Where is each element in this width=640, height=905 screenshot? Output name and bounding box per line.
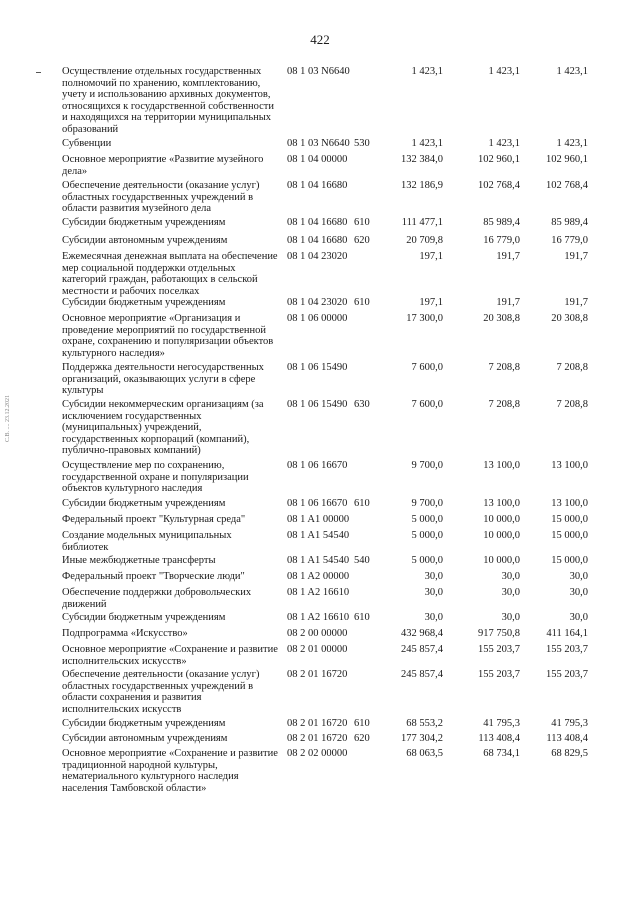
row-code: 08 1 06 16670 (287, 498, 348, 509)
row-value-2: 7 208,8 (488, 399, 520, 410)
row-code: 08 1 04 23020 (287, 251, 348, 262)
margin-note: С.В. .... 23.12.2021 (5, 395, 11, 443)
row-code: 08 1 A2 00000 (287, 571, 350, 582)
row-value-2: 917 750,8 (478, 628, 520, 639)
row-value-1: 197,1 (419, 251, 443, 262)
row-value-2: 1 423,1 (488, 138, 520, 149)
row-name: Субсидии бюджетным учреждениям (62, 498, 226, 509)
row-code: 08 1 A1 00000 (287, 514, 350, 525)
row-value-3: 113 408,4 (546, 733, 588, 744)
row-value-3: 155 203,7 (546, 644, 588, 655)
row-expense-type: 530 (354, 138, 370, 149)
row-value-1: 30,0 (424, 587, 443, 598)
row-expense-type: 610 (354, 718, 370, 729)
row-value-1: 5 000,0 (411, 530, 443, 541)
row-name: Федеральный проект "Творческие люди" (62, 571, 245, 582)
row-name: Иные межбюджетные трансферты (62, 555, 216, 566)
row-value-1: 132 384,0 (401, 154, 443, 165)
row-value-3: 102 768,4 (546, 180, 588, 191)
row-value-1: 9 700,0 (411, 460, 443, 471)
row-code: 08 1 03 N6640 (287, 66, 350, 77)
row-expense-type: 630 (354, 399, 370, 410)
row-value-2: 41 795,3 (483, 718, 520, 729)
row-value-2: 10 000,0 (483, 530, 520, 541)
row-value-1: 30,0 (424, 571, 443, 582)
row-value-2: 68 734,1 (483, 748, 520, 759)
row-value-2: 13 100,0 (483, 498, 520, 509)
row-value-3: 13 100,0 (551, 460, 588, 471)
row-value-3: 20 308,8 (551, 313, 588, 324)
row-value-2: 10 000,0 (483, 555, 520, 566)
row-value-2: 102 768,4 (478, 180, 520, 191)
row-code: 08 1 04 16680 (287, 217, 348, 228)
row-code: 08 1 04 16680 (287, 235, 348, 246)
row-name: Обеспечение деятельности (оказание услуг) областных государственных учреждений в области развития музейного дела (62, 180, 260, 215)
row-name: Поддержка деятельности негосударственных организаций, оказывающих услуги в сфере культуры (62, 362, 264, 397)
row-value-2: 191,7 (496, 297, 520, 308)
row-expense-type: 610 (354, 612, 370, 623)
row-value-2: 85 989,4 (483, 217, 520, 228)
row-value-3: 411 164,1 (546, 628, 588, 639)
row-value-3: 7 208,8 (556, 362, 588, 373)
row-name: Обеспечение поддержки добровольческих движений (62, 587, 252, 610)
row-value-3: 41 795,3 (551, 718, 588, 729)
row-name: Основное мероприятие «Сохранение и развитие исполнительских искусств» (62, 644, 278, 667)
row-code: 08 1 04 23020 (287, 297, 348, 308)
row-value-2: 30,0 (501, 587, 520, 598)
row-code: 08 1 A2 16610 (287, 587, 350, 598)
row-name: Субсидии бюджетным учреждениям (62, 217, 226, 228)
row-code: 08 1 06 15490 (287, 399, 348, 410)
row-value-3: 191,7 (564, 297, 588, 308)
row-value-3: 15 000,0 (551, 514, 588, 525)
margin-mark (36, 72, 41, 73)
row-value-3: 30,0 (569, 612, 588, 623)
row-name: Федеральный проект "Культурная среда" (62, 514, 246, 525)
row-value-3: 16 779,0 (551, 235, 588, 246)
row-value-1: 245 857,4 (401, 644, 443, 655)
row-value-1: 197,1 (419, 297, 443, 308)
row-code: 08 1 06 16670 (287, 460, 348, 471)
row-name: Субсидии автономным учреждениям (62, 733, 228, 744)
row-expense-type: 610 (354, 498, 370, 509)
row-value-1: 68 063,5 (406, 748, 443, 759)
row-value-1: 7 600,0 (411, 399, 443, 410)
row-expense-type: 620 (354, 733, 370, 744)
row-name: Субсидии автономным учреждениям (62, 235, 228, 246)
row-name: Обеспечение деятельности (оказание услуг) областных государственных учреждений в области сохранения и развития исполнительских искусств (62, 669, 260, 715)
row-expense-type: 540 (354, 555, 370, 566)
row-value-2: 30,0 (501, 571, 520, 582)
row-value-1: 245 857,4 (401, 669, 443, 680)
row-code: 08 2 00 00000 (287, 628, 348, 639)
row-code: 08 1 06 15490 (287, 362, 348, 373)
row-name: Осуществление мер по сохранению, государственной охране и популяризации объектов культурного наследия (62, 460, 249, 495)
row-name: Ежемесячная денежная выплата на обеспечение мер социальной поддержки отдельных категорий граждан, работающих в сельской местности и рабочих поселках (62, 251, 278, 297)
row-value-1: 9 700,0 (411, 498, 443, 509)
row-value-3: 30,0 (569, 571, 588, 582)
row-value-2: 16 779,0 (483, 235, 520, 246)
row-code: 08 1 06 00000 (287, 313, 348, 324)
row-code: 08 2 01 00000 (287, 644, 348, 655)
row-value-1: 68 553,2 (406, 718, 443, 729)
row-code: 08 1 04 16680 (287, 180, 348, 191)
row-value-1: 132 186,9 (401, 180, 443, 191)
row-name: Субсидии бюджетным учреждениям (62, 718, 226, 729)
row-code: 08 1 03 N6640 (287, 138, 350, 149)
row-name: Субсидии некоммерческим организациям (за исключением государственных (муниципальных) учреждений, государственных корпораций (компаний), публично-правовых компаний) (62, 399, 264, 457)
row-value-1: 20 709,8 (406, 235, 443, 246)
row-value-2: 30,0 (501, 612, 520, 623)
row-code: 08 2 01 16720 (287, 669, 348, 680)
row-value-2: 1 423,1 (488, 66, 520, 77)
row-value-1: 7 600,0 (411, 362, 443, 373)
row-expense-type: 610 (354, 297, 370, 308)
row-name: Основное мероприятие «Сохранение и развитие традиционной народной культуры, нематериального культурного наследия населения Тамбовской области» (62, 748, 278, 794)
row-value-3: 30,0 (569, 587, 588, 598)
row-code: 08 1 04 00000 (287, 154, 348, 165)
row-value-3: 15 000,0 (551, 555, 588, 566)
row-value-3: 15 000,0 (551, 530, 588, 541)
row-code: 08 1 A2 16610 (287, 612, 350, 623)
row-value-1: 111 477,1 (401, 217, 443, 228)
row-code: 08 1 A1 54540 (287, 555, 350, 566)
row-value-2: 155 203,7 (478, 644, 520, 655)
row-value-1: 17 300,0 (406, 313, 443, 324)
row-value-2: 10 000,0 (483, 514, 520, 525)
row-expense-type: 620 (354, 235, 370, 246)
page-number: 422 (310, 32, 330, 47)
row-name: Основное мероприятие «Организация и проведение мероприятий по государственной охране, сохранению и популяризации объектов культурного наследия» (62, 313, 274, 359)
row-name: Подпрограмма «Искусство» (62, 628, 188, 639)
row-value-3: 102 960,1 (546, 154, 588, 165)
row-value-2: 191,7 (496, 251, 520, 262)
row-value-2: 20 308,8 (483, 313, 520, 324)
row-value-3: 1 423,1 (556, 138, 588, 149)
row-code: 08 2 01 16720 (287, 718, 348, 729)
row-value-1: 1 423,1 (411, 66, 443, 77)
row-value-2: 13 100,0 (483, 460, 520, 471)
row-name: Осуществление отдельных государственных полномочий по хранению, комплектованию, учету и использованию архивных документов, относящихся к государственной собственности и находящихся на территории муниципальных образований (62, 66, 274, 135)
row-value-2: 102 960,1 (478, 154, 520, 165)
row-value-1: 177 304,2 (401, 733, 443, 744)
row-value-1: 5 000,0 (411, 514, 443, 525)
row-value-3: 13 100,0 (551, 498, 588, 509)
row-value-1: 5 000,0 (411, 555, 443, 566)
row-value-1: 1 423,1 (411, 138, 443, 149)
row-value-3: 7 208,8 (556, 399, 588, 410)
row-code: 08 2 01 16720 (287, 733, 348, 744)
row-name: Создание модельных муниципальных библиотек (62, 530, 232, 553)
row-expense-type: 610 (354, 217, 370, 228)
row-value-2: 7 208,8 (488, 362, 520, 373)
row-name: Субсидии бюджетным учреждениям (62, 297, 226, 308)
row-value-3: 1 423,1 (556, 66, 588, 77)
row-code: 08 1 A1 54540 (287, 530, 350, 541)
row-name: Основное мероприятие «Развитие музейного дела» (62, 154, 264, 177)
row-name: Субсидии бюджетным учреждениям (62, 612, 226, 623)
row-value-3: 85 989,4 (551, 217, 588, 228)
row-value-2: 113 408,4 (478, 733, 520, 744)
row-value-2: 155 203,7 (478, 669, 520, 680)
row-value-3: 191,7 (564, 251, 588, 262)
row-value-3: 68 829,5 (551, 748, 588, 759)
row-code: 08 2 02 00000 (287, 748, 348, 759)
row-name: Субвенции (62, 138, 112, 149)
row-value-3: 155 203,7 (546, 669, 588, 680)
row-value-1: 432 968,4 (401, 628, 443, 639)
row-value-1: 30,0 (424, 612, 443, 623)
